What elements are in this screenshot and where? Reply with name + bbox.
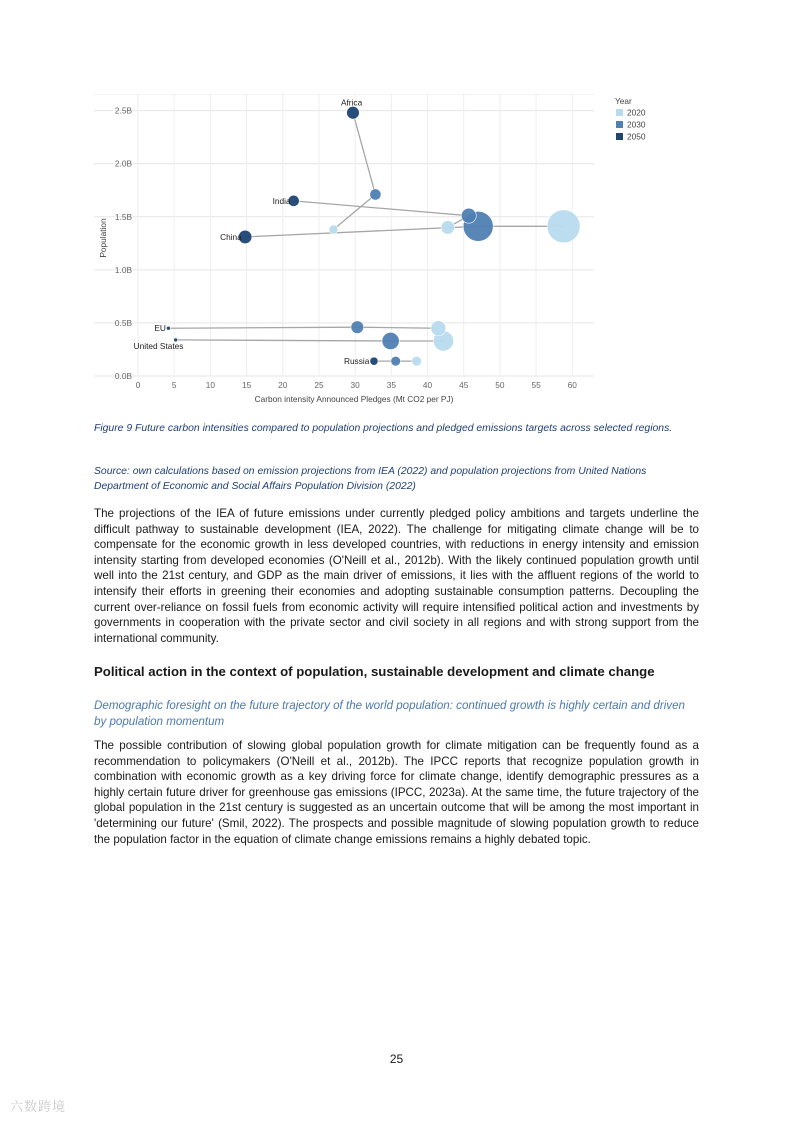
y-tick-label: 2.5B	[114, 105, 132, 116]
x-tick-label: 0	[135, 380, 141, 390]
x-tick-label: 15	[241, 380, 252, 390]
point-label-united-states: United States	[133, 340, 184, 351]
sub-heading: Demographic foresight on the future trajectory of the world population: continued growth is highly certain and driven by population momentum	[94, 699, 685, 728]
figure-chart	[94, 94, 654, 414]
y-tick-label: 2.0B	[114, 158, 132, 169]
bubble-india-2030	[461, 208, 476, 223]
point-label-africa: Africa	[340, 97, 363, 108]
legend-swatch-2050	[616, 133, 623, 140]
x-tick-label: 5	[171, 380, 177, 390]
x-tick-label: 10	[205, 380, 215, 390]
y-tick-label: 0.0B	[114, 371, 132, 381]
y-tick-label: 0.5B	[114, 317, 132, 328]
x-tick-label: 35	[386, 380, 396, 390]
body-paragraph-1: The projections of the IEA of future emissions under currently pledged policy ambitions and targets underline the difficult pathway to sustainable development (IEA, 2022). The challenge for mitigating climate change will be to compensate for the economic growth in less developed countries, with reductions in energy intensity and emission intensity starting from developed economies (O'Neill et al., 2012b). With the likely continued population growth until well into the 21st century, and GDP as the main driver of emissions, it lies with the affluent regions of the world to intensify their efforts in greening their economies and adopting sustainable consumption patterns. Decoupling the current over-reliance on fossil fuels from economic activity will require intensified political action and investments by governments in cooperation with the private sector and civil society in all regions and with strong support from the international community.	[94, 507, 699, 645]
bubble-united-states-2030	[382, 332, 399, 349]
legend-title: Year	[615, 96, 632, 106]
plot-area	[94, 94, 594, 380]
bubble-russia-2030	[391, 356, 401, 366]
legend-swatch-2030	[616, 121, 623, 128]
bubble-india-2020	[441, 221, 455, 235]
page-number: 25	[389, 1052, 404, 1066]
figure-caption: Figure 9 Future carbon intensities compared to population projections and pledged emissions targets across selected regions.	[94, 423, 673, 434]
x-tick-label: 20	[278, 380, 288, 390]
bubble-eu-2050	[166, 326, 170, 330]
bubble-chart	[94, 94, 654, 414]
body-paragraph-2: The possible contribution of slowing global population growth for climate mitigation can be frequently found as a recommendation to policymakers (O'Neill et al., 2012b). The IPCC reports that recognize population growth in combination with economic growth as a key driving force for climate change, identify demographic pressures as a highly certain future driver for greenhouse gas emissions (IPCC, 2023a). At the same time, the future trajectory of the global population in the 21st century is suggested as an uncertain outcome that will be among the most important in 'determining our future' (Smil, 2022). The prospects and possible magnitude of slowing population growth to reduce the population factor in the equation of climate change emissions remains a highly debated topic.	[94, 739, 699, 846]
point-label-eu: EU	[154, 323, 166, 334]
bubble-africa-2030	[370, 189, 381, 200]
y-tick-label: 1.5B	[114, 211, 132, 222]
x-tick-label: 30	[350, 380, 360, 390]
y-axis-title: Population	[98, 218, 108, 258]
section-heading: Political action in the context of population, sustainable development and climate change	[94, 664, 655, 679]
x-tick-label: 40	[422, 380, 433, 390]
legend-label-2030: 2030	[627, 119, 646, 130]
bubble-africa-2050	[347, 106, 360, 119]
x-tick-label: 25	[314, 380, 324, 390]
bubble-russia-2020	[412, 356, 422, 366]
y-tick-label: 1.0B	[114, 264, 132, 275]
x-tick-label: 55	[531, 380, 541, 390]
bubble-eu-2030	[351, 321, 364, 334]
bubble-russia-2050	[370, 357, 378, 365]
watermark-logo: 六数跨境	[10, 1100, 67, 1115]
x-tick-label: 50	[495, 380, 505, 390]
bubble-eu-2020	[431, 321, 446, 336]
bubble-africa-2020	[329, 225, 338, 234]
bubble-china-2020	[547, 210, 580, 243]
x-tick-label: 60	[567, 380, 577, 390]
legend-label-2050: 2050	[627, 131, 646, 142]
point-label-india: India	[272, 195, 291, 206]
x-tick-label: 45	[459, 380, 469, 390]
legend-swatch-2020	[616, 109, 623, 116]
point-label-russia: Russia	[343, 356, 370, 367]
legend-label-2020: 2020	[627, 107, 646, 118]
x-axis-title: Carbon intensity Announced Pledges (Mt CO2 per PJ)	[254, 394, 454, 404]
figure-source: Source: own calculations based on emission projections from IEA (2022) and population projections from United Nations Department of Economic and Social Affairs Population Division (2022)	[94, 466, 647, 492]
point-label-china: China	[220, 231, 242, 242]
